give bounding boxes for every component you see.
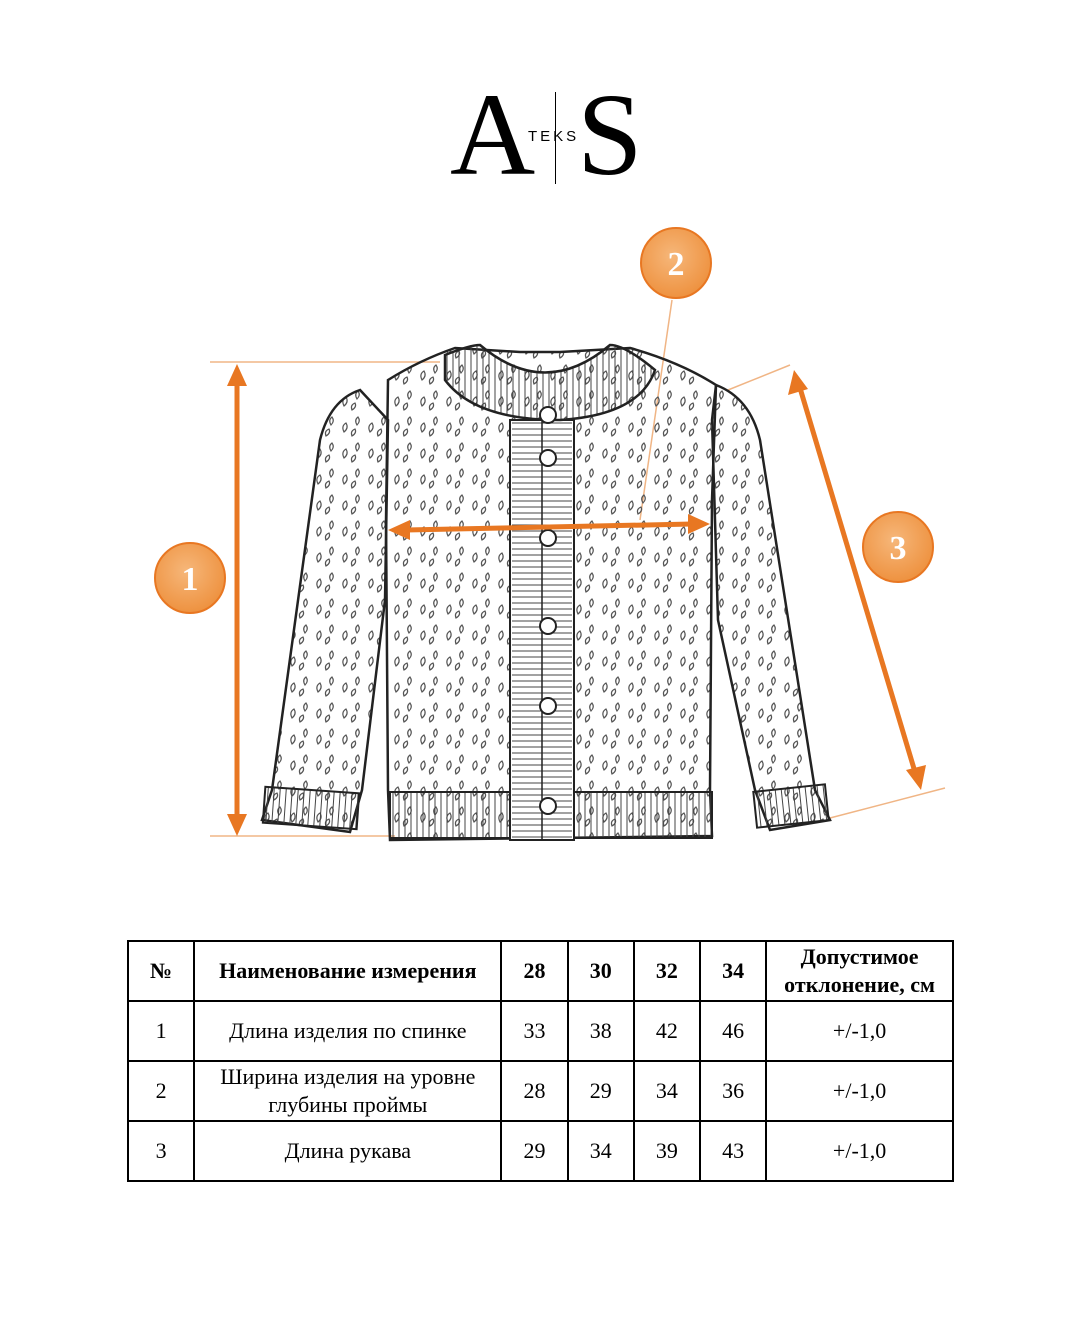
row-name: Длина рукава (194, 1121, 501, 1181)
table-row (128, 1001, 953, 1061)
header-size-28: 28 (501, 941, 567, 1001)
logo-letter-a: A (450, 69, 536, 200)
marker-2-label: 2 (667, 246, 685, 283)
header-size-30: 30 (568, 941, 634, 1001)
header-size-34: 34 (700, 941, 766, 1001)
row-value: 39 (634, 1121, 700, 1181)
row-tolerance: +/-1,0 (766, 1121, 953, 1181)
row-tolerance: +/-1,0 (766, 1061, 953, 1121)
marker-2 (641, 228, 711, 298)
logo-letter-s: S (577, 69, 643, 200)
table-header-row (128, 941, 953, 1001)
cardigan-illustration (150, 215, 950, 905)
marker-3 (863, 512, 933, 582)
row-number: 3 (128, 1121, 194, 1181)
table-row (128, 1121, 953, 1181)
row-value: 38 (568, 1001, 634, 1061)
row-value: 34 (634, 1061, 700, 1121)
brand-logo (450, 69, 660, 200)
row-value: 36 (700, 1061, 766, 1121)
header-number: № (128, 941, 194, 1001)
row-value: 42 (634, 1001, 700, 1061)
marker-3-label: 3 (889, 530, 907, 567)
logo-subtext: TEKS (528, 128, 580, 145)
header-size-32: 32 (634, 941, 700, 1001)
left-sleeve (262, 390, 388, 832)
row-value: 43 (700, 1121, 766, 1181)
marker-1-label: 1 (181, 561, 199, 598)
row-number: 2 (128, 1061, 194, 1121)
row-value: 29 (501, 1121, 567, 1181)
header-measurement-name: Наименование измерения (194, 941, 501, 1001)
row-value: 33 (501, 1001, 567, 1061)
row-value: 28 (501, 1061, 567, 1121)
row-name: Ширина изделия на уровне глубины проймы (194, 1061, 501, 1121)
row-number: 1 (128, 1001, 194, 1061)
right-sleeve (712, 385, 830, 830)
row-value: 29 (568, 1061, 634, 1121)
row-value: 46 (700, 1001, 766, 1061)
row-name: Длина изделия по спинке (194, 1001, 501, 1061)
size-table (127, 940, 954, 1182)
row-tolerance: +/-1,0 (766, 1001, 953, 1061)
marker-1 (155, 543, 225, 613)
header-tolerance: Допустимое отклонение, см (766, 941, 953, 1001)
row-value: 34 (568, 1121, 634, 1181)
table-row (128, 1061, 953, 1121)
